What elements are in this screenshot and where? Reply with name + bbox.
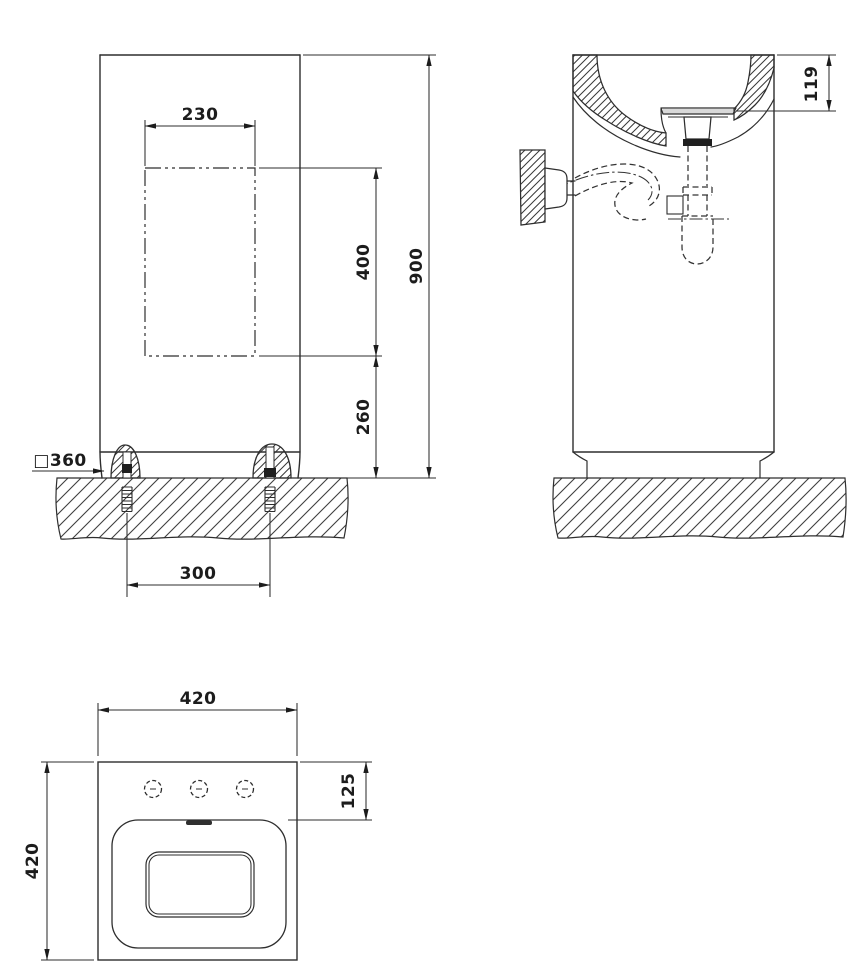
plan-view [23, 689, 372, 960]
waste-pipe-lower-wall [575, 182, 646, 220]
waste-pipe-upper-wall [575, 164, 659, 206]
dim-plan-width [98, 689, 297, 756]
side-basin-cross-section [573, 55, 774, 157]
front-elevation-view [32, 55, 436, 597]
trap-inlet-fitting [667, 196, 683, 214]
dim-label-square-360: □360 [33, 451, 87, 471]
overflow-slot [186, 821, 212, 826]
drain-nut [683, 139, 712, 146]
front-floor-section [56, 478, 348, 539]
dim-label-230: 230 [181, 105, 219, 125]
dim-label-119: 119 [802, 65, 822, 103]
dim-label-125: 125 [339, 772, 359, 810]
drain-body [684, 117, 711, 139]
wall-section [520, 150, 545, 225]
plan-drain-recess-outer [146, 852, 254, 917]
waste-pipe-centerline [556, 172, 652, 200]
dim-faucet-holes-offset [288, 762, 372, 820]
dim-label-300: 300 [179, 564, 217, 584]
dim-plan-depth [23, 762, 94, 960]
drain-flange [661, 108, 736, 117]
dim-label-420-width: 420 [179, 689, 217, 709]
dim-faucet-zone-height [259, 168, 382, 356]
plan-drain-recess-inner [149, 855, 251, 914]
siphon-trap-hidden [556, 146, 729, 264]
dim-lower-zone-height [354, 356, 376, 478]
wall-outlet-bracket [545, 168, 567, 209]
anchor-nut-left [122, 464, 132, 473]
dim-faucet-zone-width [145, 105, 255, 166]
anchor-plate-callout [32, 451, 104, 471]
dim-label-260: 260 [354, 398, 374, 436]
faucet-holes [145, 781, 254, 798]
front-mounting-zone-phantom-box [145, 168, 255, 356]
plan-basin-outline [112, 820, 286, 948]
dim-label-400: 400 [354, 243, 374, 281]
side-section-view [520, 55, 846, 538]
dim-label-420-depth: 420 [23, 842, 43, 880]
side-floor-section [553, 478, 846, 538]
wall-outlet-fixture [520, 150, 575, 225]
basin-wall-section-left [573, 55, 666, 146]
plan-deck-outline [98, 762, 297, 960]
dim-label-900: 900 [407, 247, 427, 285]
anchor-nut-right [264, 468, 276, 477]
